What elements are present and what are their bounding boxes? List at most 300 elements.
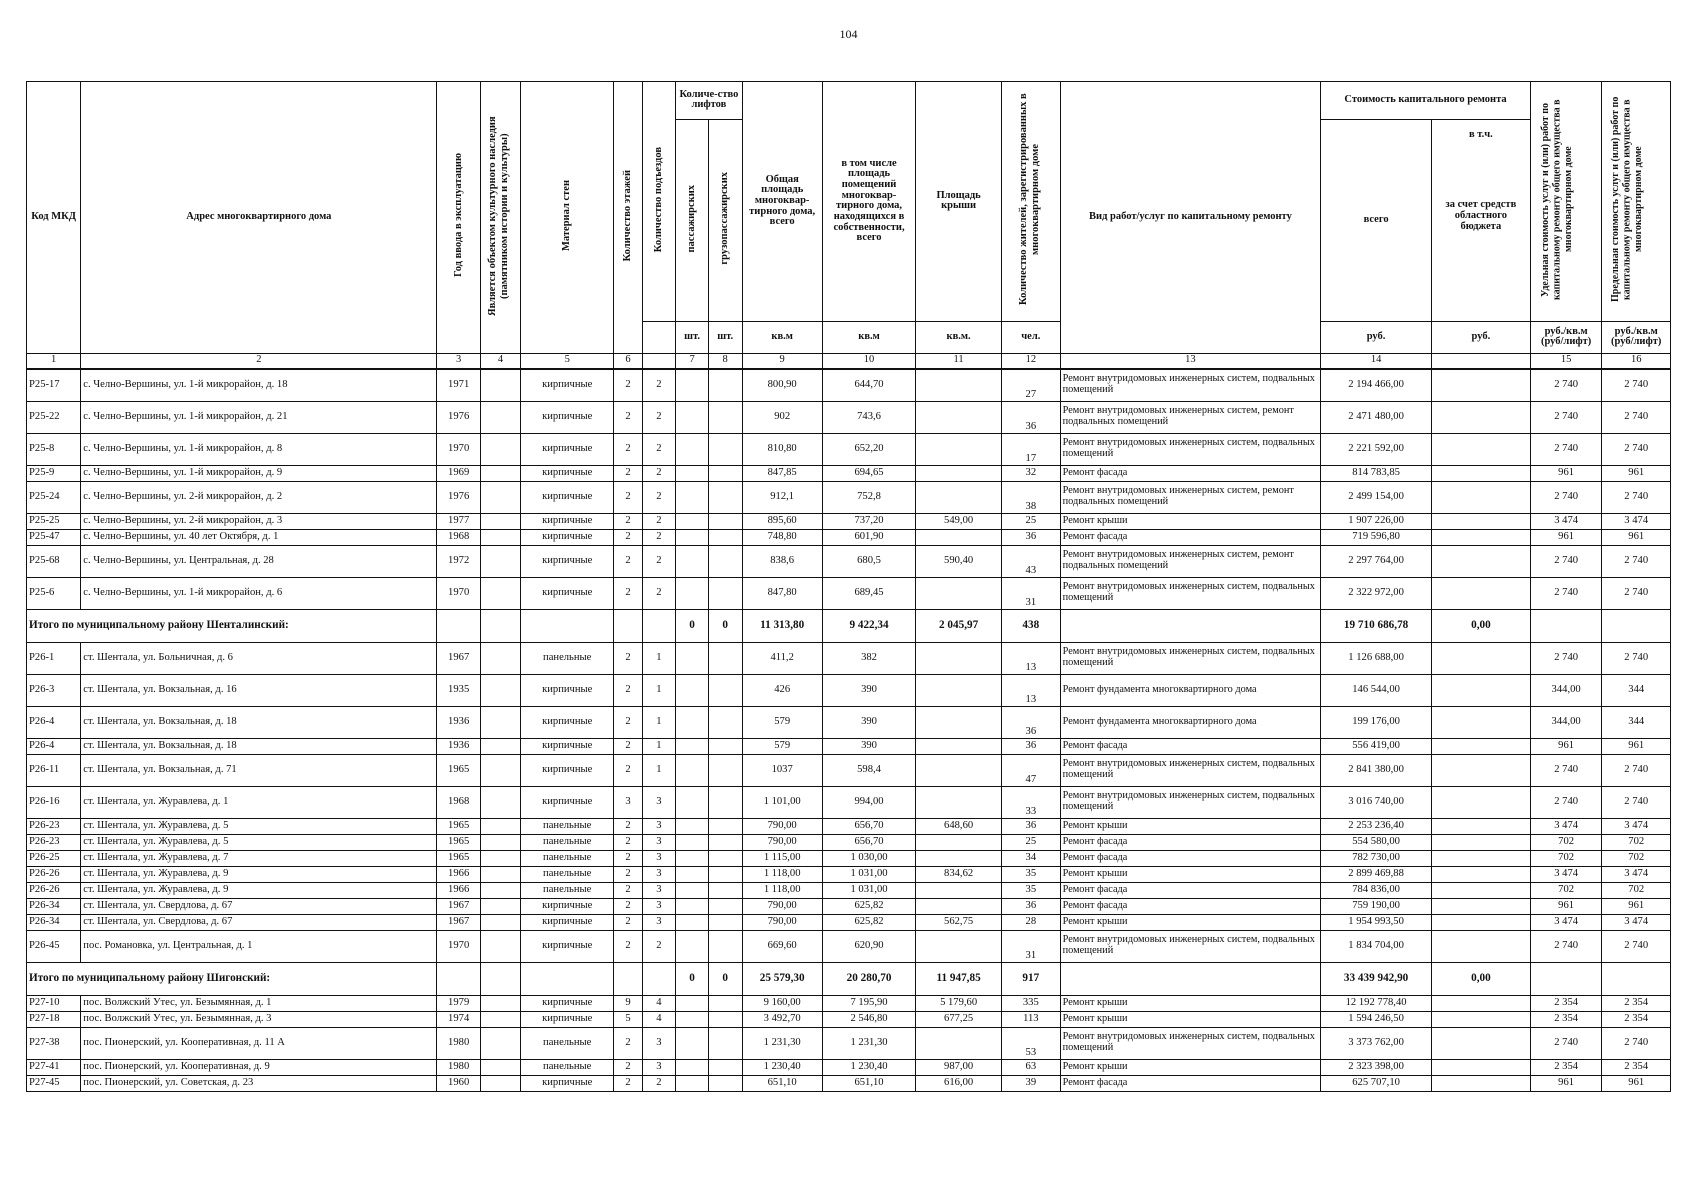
- cell-total-area: 790,00: [742, 834, 822, 850]
- cell-lifts-cargo: [708, 834, 742, 850]
- col-number: 10: [822, 353, 915, 369]
- header-lifts: Количе-ство лифтов: [676, 82, 742, 120]
- cell-total-area: 895,60: [742, 513, 822, 529]
- cell-owned-area: 694,65: [822, 465, 915, 481]
- cell-work-type: Ремонт внутридомовых инженерных систем, подвальных помещений: [1060, 369, 1321, 402]
- cell-address: пос. Пионерский, ул. Кооперативная, д. 11 А: [81, 1027, 437, 1059]
- cell-entrances: 2: [642, 481, 676, 513]
- col-number: 1: [27, 353, 81, 369]
- cell-address: с. Челно-Вершины, ул. 2-й микрорайон, д. 2: [81, 481, 437, 513]
- cell-entrances: 2: [642, 1075, 676, 1091]
- cell-regional: [1431, 1011, 1530, 1027]
- cell-work-type: Ремонт крыши: [1060, 818, 1321, 834]
- cell-floors: 2: [614, 1075, 642, 1091]
- col-number: 2: [81, 353, 437, 369]
- cell-heritage: [480, 738, 520, 754]
- cell-walls: кирпичные: [521, 529, 614, 545]
- cell-entrances: 2: [642, 577, 676, 609]
- cell-entrances: 3: [642, 834, 676, 850]
- cell-entrances: 2: [642, 513, 676, 529]
- cell-lifts-cargo: [708, 738, 742, 754]
- unit-rub: руб.: [1321, 321, 1432, 353]
- cell-year: 1980: [437, 1059, 480, 1075]
- table-row: [27, 834, 1671, 850]
- cell-residents: 35: [1002, 882, 1061, 898]
- cell-work-type: Ремонт фасада: [1060, 882, 1321, 898]
- cell-owned-area: 752,8: [822, 481, 915, 513]
- cell-year: 1971: [437, 369, 480, 402]
- cell-roof-area: [916, 674, 1002, 706]
- subtotal-row: [27, 962, 1671, 995]
- cell-lifts-pass: [676, 433, 709, 465]
- cell-owned-area: 390: [822, 674, 915, 706]
- cell-total-area: 790,00: [742, 898, 822, 914]
- empty-cell: [437, 609, 480, 642]
- cell-unit-cost: 344,00: [1530, 674, 1602, 706]
- empty-cell: [1602, 609, 1671, 642]
- subtotal-row: [27, 609, 1671, 642]
- cell-floors: 2: [614, 465, 642, 481]
- cell-address: с. Челно-Вершины, ул. Центральная, д. 28: [81, 545, 437, 577]
- cell-owned-area: 625,82: [822, 914, 915, 930]
- cell-max-cost: 961: [1602, 465, 1671, 481]
- cell-code: Р25-6: [27, 577, 81, 609]
- cell-entrances: 1: [642, 754, 676, 786]
- cell-regional: [1431, 529, 1530, 545]
- cell-entrances: 1: [642, 706, 676, 738]
- cell-max-cost: 3 474: [1602, 513, 1671, 529]
- cell-heritage: [480, 866, 520, 882]
- cell-max-cost: 2 740: [1602, 401, 1671, 433]
- cell-lifts-pass: [676, 1059, 709, 1075]
- cell-work-type: Ремонт внутридомовых инженерных систем, подвальных помещений: [1060, 433, 1321, 465]
- cell-max-cost: 3 474: [1602, 866, 1671, 882]
- cell-work-type: Ремонт крыши: [1060, 1011, 1321, 1027]
- cell-heritage: [480, 850, 520, 866]
- cell-max-cost: 344: [1602, 706, 1671, 738]
- cell-roof-area: 549,00: [916, 513, 1002, 529]
- cell-max-cost: 2 740: [1602, 481, 1671, 513]
- cell-max-cost: 2 740: [1602, 433, 1671, 465]
- cell-owned-area: 1 230,40: [822, 1059, 915, 1075]
- header-total-area: Общая площадь многоквар-тирного дома, всего: [742, 82, 822, 322]
- cell-owned-area: 2 546,80: [822, 1011, 915, 1027]
- cell-lifts-pass: [676, 914, 709, 930]
- cell-code: Р26-26: [27, 882, 81, 898]
- cell-walls: кирпичные: [521, 401, 614, 433]
- cell-unit-cost: 702: [1530, 882, 1602, 898]
- cell-cost: 3 373 762,00: [1321, 1027, 1432, 1059]
- unit-people: чел.: [1002, 321, 1061, 353]
- cell-floors: 2: [614, 850, 642, 866]
- cell-floors: 2: [614, 706, 642, 738]
- cell-floors: 2: [614, 1027, 642, 1059]
- subtotal-residents: 438: [1002, 609, 1061, 642]
- cell-roof-area: 5 179,60: [916, 995, 1002, 1011]
- cell-lifts-pass: [676, 642, 709, 674]
- cell-year: 1970: [437, 577, 480, 609]
- cell-total-area: 669,60: [742, 930, 822, 962]
- cell-entrances: 2: [642, 369, 676, 402]
- cell-heritage: [480, 898, 520, 914]
- cell-work-type: Ремонт фасада: [1060, 738, 1321, 754]
- cell-address: ст. Шентала, ул. Вокзальная, д. 71: [81, 754, 437, 786]
- cell-roof-area: [916, 465, 1002, 481]
- cell-unit-cost: 2 740: [1530, 1027, 1602, 1059]
- cell-regional: [1431, 995, 1530, 1011]
- cell-walls: панельные: [521, 882, 614, 898]
- cell-roof-area: [916, 433, 1002, 465]
- unit-sqm: кв.м: [742, 321, 822, 353]
- cell-max-cost: 961: [1602, 898, 1671, 914]
- cell-floors: 2: [614, 882, 642, 898]
- col-number: 12: [1002, 353, 1061, 369]
- empty-cell: [1060, 962, 1321, 995]
- cell-max-cost: 2 740: [1602, 642, 1671, 674]
- col-number: 11: [916, 353, 1002, 369]
- cell-owned-area: 7 195,90: [822, 995, 915, 1011]
- cell-work-type: Ремонт крыши: [1060, 866, 1321, 882]
- cell-floors: 2: [614, 433, 642, 465]
- cell-code: Р26-3: [27, 674, 81, 706]
- cell-entrances: 2: [642, 433, 676, 465]
- cell-walls: панельные: [521, 866, 614, 882]
- table-row: [27, 818, 1671, 834]
- cell-walls: кирпичные: [521, 1011, 614, 1027]
- cell-code: Р27-38: [27, 1027, 81, 1059]
- cell-unit-cost: 2 740: [1530, 369, 1602, 402]
- cell-max-cost: 2 740: [1602, 1027, 1671, 1059]
- table-row: [27, 930, 1671, 962]
- cell-owned-area: 656,70: [822, 818, 915, 834]
- cell-residents: 34: [1002, 850, 1061, 866]
- cell-code: Р26-11: [27, 754, 81, 786]
- cell-year: 1965: [437, 754, 480, 786]
- col-number: 7: [676, 353, 709, 369]
- cell-max-cost: 2 740: [1602, 545, 1671, 577]
- cell-address: ст. Шентала, ул. Свердлова, д. 67: [81, 898, 437, 914]
- cell-total-area: 426: [742, 674, 822, 706]
- cell-entrances: 4: [642, 995, 676, 1011]
- cell-lifts-pass: [676, 738, 709, 754]
- cell-address: пос. Волжский Утес, ул. Безымянная, д. 1: [81, 995, 437, 1011]
- cell-owned-area: 994,00: [822, 786, 915, 818]
- cell-heritage: [480, 1059, 520, 1075]
- cell-max-cost: 3 474: [1602, 914, 1671, 930]
- cell-residents: 31: [1002, 577, 1061, 609]
- cell-total-area: 651,10: [742, 1075, 822, 1091]
- cell-lifts-pass: [676, 754, 709, 786]
- subtotal-total-area: 11 313,80: [742, 609, 822, 642]
- cell-unit-cost: 2 740: [1530, 642, 1602, 674]
- cell-total-area: 579: [742, 706, 822, 738]
- cell-regional: [1431, 465, 1530, 481]
- table-row: [27, 369, 1671, 402]
- cell-regional: [1431, 706, 1530, 738]
- cell-lifts-cargo: [708, 930, 742, 962]
- cell-code: Р27-18: [27, 1011, 81, 1027]
- empty-cell: [1602, 962, 1671, 995]
- cell-lifts-cargo: [708, 898, 742, 914]
- cell-work-type: Ремонт крыши: [1060, 995, 1321, 1011]
- header-roof-area: Площадь крыши: [916, 82, 1002, 322]
- table-row: [27, 1059, 1671, 1075]
- cell-entrances: 3: [642, 786, 676, 818]
- cell-address: ст. Шентала, ул. Больничная, д. 6: [81, 642, 437, 674]
- empty-cell: [480, 962, 520, 995]
- col-number: 4: [480, 353, 520, 369]
- cell-heritage: [480, 642, 520, 674]
- cell-walls: кирпичные: [521, 433, 614, 465]
- cell-floors: 3: [614, 786, 642, 818]
- cell-regional: [1431, 513, 1530, 529]
- empty-cell: [614, 962, 642, 995]
- empty-cell: [521, 962, 614, 995]
- cell-heritage: [480, 1075, 520, 1091]
- table-row: [27, 898, 1671, 914]
- cell-owned-area: 390: [822, 738, 915, 754]
- cell-unit-cost: 3 474: [1530, 914, 1602, 930]
- cell-max-cost: 2 740: [1602, 577, 1671, 609]
- table-row: [27, 577, 1671, 609]
- header-address: Адрес многоквартирного дома: [81, 82, 437, 354]
- cell-total-area: 790,00: [742, 818, 822, 834]
- capital-repair-table: [26, 81, 1671, 1092]
- cell-residents: 25: [1002, 513, 1061, 529]
- cell-roof-area: [916, 882, 1002, 898]
- cell-year: 1970: [437, 433, 480, 465]
- cell-walls: кирпичные: [521, 930, 614, 962]
- table-row: [27, 914, 1671, 930]
- subtotal-lifts-pass: 0: [676, 962, 709, 995]
- table-row: [27, 706, 1671, 738]
- cell-owned-area: 601,90: [822, 529, 915, 545]
- cell-lifts-pass: [676, 995, 709, 1011]
- unit-rate: руб./кв.м (руб/лифт): [1530, 321, 1602, 353]
- cell-heritage: [480, 706, 520, 738]
- cell-residents: 38: [1002, 481, 1061, 513]
- cell-lifts-cargo: [708, 786, 742, 818]
- cell-roof-area: 677,25: [916, 1011, 1002, 1027]
- table-row: [27, 481, 1671, 513]
- cell-unit-cost: 2 740: [1530, 930, 1602, 962]
- col-number: 9: [742, 353, 822, 369]
- table-row: [27, 754, 1671, 786]
- cell-address: ст. Шентала, ул. Журавлева, д. 1: [81, 786, 437, 818]
- cell-regional: [1431, 369, 1530, 402]
- table-row: [27, 401, 1671, 433]
- cell-lifts-cargo: [708, 369, 742, 402]
- cell-work-type: Ремонт внутридомовых инженерных систем, подвальных помещений: [1060, 930, 1321, 962]
- cell-floors: 2: [614, 513, 642, 529]
- header-floors: Количество этажей: [621, 169, 633, 262]
- cell-regional: [1431, 1075, 1530, 1091]
- cell-regional: [1431, 577, 1530, 609]
- cell-roof-area: [916, 706, 1002, 738]
- cell-address: ст. Шентала, ул. Журавлева, д. 9: [81, 882, 437, 898]
- cell-year: 1976: [437, 401, 480, 433]
- cell-floors: 9: [614, 995, 642, 1011]
- header-cost-incl: в т.ч.: [1468, 128, 1493, 140]
- cell-roof-area: [916, 754, 1002, 786]
- cell-unit-cost: 2 354: [1530, 1011, 1602, 1027]
- col-number: 5: [521, 353, 614, 369]
- cell-lifts-cargo: [708, 642, 742, 674]
- cell-total-area: 1 101,00: [742, 786, 822, 818]
- empty-cell: [642, 962, 676, 995]
- cell-max-cost: 702: [1602, 834, 1671, 850]
- cell-lifts-pass: [676, 850, 709, 866]
- cell-work-type: Ремонт внутридомовых инженерных систем, ремонт подвальных помещений: [1060, 401, 1321, 433]
- cell-cost: 2 253 236,40: [1321, 818, 1432, 834]
- cell-regional: [1431, 433, 1530, 465]
- cell-code: Р26-23: [27, 834, 81, 850]
- cell-max-cost: 3 474: [1602, 818, 1671, 834]
- cell-walls: кирпичные: [521, 513, 614, 529]
- cell-floors: 5: [614, 1011, 642, 1027]
- cell-roof-area: 834,62: [916, 866, 1002, 882]
- cell-lifts-cargo: [708, 818, 742, 834]
- header-owned-area: в том числе площадь помещений многоквар-тирного дома, находящихся в собственности, всего: [822, 82, 915, 322]
- cell-code: Р26-1: [27, 642, 81, 674]
- cell-lifts-pass: [676, 1075, 709, 1091]
- cell-lifts-cargo: [708, 1059, 742, 1075]
- header-lifts-cargo: грузопассажирских: [719, 172, 731, 265]
- cell-work-type: Ремонт крыши: [1060, 914, 1321, 930]
- cell-roof-area: [916, 738, 1002, 754]
- cell-walls: панельные: [521, 850, 614, 866]
- cell-cost: 12 192 778,40: [1321, 995, 1432, 1011]
- cell-residents: 35: [1002, 866, 1061, 882]
- cell-year: 1966: [437, 866, 480, 882]
- cell-lifts-cargo: [708, 1075, 742, 1091]
- cell-lifts-pass: [676, 513, 709, 529]
- cell-total-area: 800,90: [742, 369, 822, 402]
- empty-cell: [614, 609, 642, 642]
- cell-roof-area: [916, 834, 1002, 850]
- cell-roof-area: [916, 577, 1002, 609]
- cell-max-cost: 2 740: [1602, 930, 1671, 962]
- table-body: [27, 369, 1671, 1092]
- table-row: [27, 995, 1671, 1011]
- cell-total-area: 847,80: [742, 577, 822, 609]
- subtotal-owned-area: 9 422,34: [822, 609, 915, 642]
- cell-address: с. Челно-Вершины, ул. 1-й микрорайон, д. 21: [81, 401, 437, 433]
- cell-address: пос. Пионерский, ул. Кооперативная, д. 9: [81, 1059, 437, 1075]
- cell-roof-area: [916, 481, 1002, 513]
- cell-roof-area: 616,00: [916, 1075, 1002, 1091]
- cell-address: ст. Шентала, ул. Журавлева, д. 7: [81, 850, 437, 866]
- cell-lifts-pass: [676, 481, 709, 513]
- cell-roof-area: 590,40: [916, 545, 1002, 577]
- cell-roof-area: [916, 1027, 1002, 1059]
- cell-total-area: 790,00: [742, 914, 822, 930]
- cell-cost: 554 580,00: [1321, 834, 1432, 850]
- cell-lifts-pass: [676, 786, 709, 818]
- cell-address: ст. Шентала, ул. Журавлева, д. 9: [81, 866, 437, 882]
- cell-address: пос. Романовка, ул. Центральная, д. 1: [81, 930, 437, 962]
- cell-entrances: 1: [642, 674, 676, 706]
- cell-max-cost: 2 740: [1602, 369, 1671, 402]
- cell-cost: 1 126 688,00: [1321, 642, 1432, 674]
- table-row: [27, 674, 1671, 706]
- cell-work-type: Ремонт крыши: [1060, 1059, 1321, 1075]
- cell-owned-area: 656,70: [822, 834, 915, 850]
- cell-code: Р26-23: [27, 818, 81, 834]
- cell-cost: 2 322 972,00: [1321, 577, 1432, 609]
- cell-lifts-cargo: [708, 465, 742, 481]
- cell-cost: 1 834 704,00: [1321, 930, 1432, 962]
- cell-walls: панельные: [521, 818, 614, 834]
- subtotal-lifts-cargo: 0: [708, 962, 742, 995]
- cell-residents: 17: [1002, 433, 1061, 465]
- cell-year: 1974: [437, 1011, 480, 1027]
- cell-year: 1936: [437, 706, 480, 738]
- cell-unit-cost: 961: [1530, 738, 1602, 754]
- cell-cost: 2 899 469,88: [1321, 866, 1432, 882]
- cell-address: ст. Шентала, ул. Вокзальная, д. 18: [81, 738, 437, 754]
- cell-heritage: [480, 401, 520, 433]
- cell-entrances: 3: [642, 1059, 676, 1075]
- cell-residents: 31: [1002, 930, 1061, 962]
- cell-code: Р26-34: [27, 898, 81, 914]
- cell-code: Р26-26: [27, 866, 81, 882]
- cell-residents: 335: [1002, 995, 1061, 1011]
- cell-address: ст. Шентала, ул. Вокзальная, д. 16: [81, 674, 437, 706]
- cell-year: 1977: [437, 513, 480, 529]
- cell-work-type: Ремонт крыши: [1060, 513, 1321, 529]
- cell-unit-cost: 702: [1530, 850, 1602, 866]
- cell-total-area: 1037: [742, 754, 822, 786]
- cell-cost: 1 907 226,00: [1321, 513, 1432, 529]
- cell-lifts-pass: [676, 706, 709, 738]
- cell-walls: кирпичные: [521, 995, 614, 1011]
- cell-heritage: [480, 465, 520, 481]
- subtotal-lifts-pass: 0: [676, 609, 709, 642]
- cell-floors: 2: [614, 369, 642, 402]
- cell-floors: 2: [614, 898, 642, 914]
- cell-max-cost: 2 354: [1602, 1059, 1671, 1075]
- cell-lifts-cargo: [708, 529, 742, 545]
- header-lifts-pass: пассажирских: [686, 184, 698, 253]
- cell-residents: 36: [1002, 898, 1061, 914]
- cell-code: Р26-4: [27, 706, 81, 738]
- cell-walls: кирпичные: [521, 898, 614, 914]
- empty-cell: [480, 609, 520, 642]
- table-row: [27, 545, 1671, 577]
- cell-cost: 2 194 466,00: [1321, 369, 1432, 402]
- cell-owned-area: 1 030,00: [822, 850, 915, 866]
- cell-walls: кирпичные: [521, 465, 614, 481]
- cell-cost: 625 707,10: [1321, 1075, 1432, 1091]
- empty-cell: [521, 609, 614, 642]
- cell-year: 1980: [437, 1027, 480, 1059]
- cell-code: Р25-24: [27, 481, 81, 513]
- cell-year: 1968: [437, 786, 480, 818]
- cell-walls: панельные: [521, 834, 614, 850]
- cell-regional: [1431, 1059, 1530, 1075]
- cell-lifts-cargo: [708, 850, 742, 866]
- cell-max-cost: 2 740: [1602, 754, 1671, 786]
- cell-residents: 39: [1002, 1075, 1061, 1091]
- cell-floors: 2: [614, 529, 642, 545]
- cell-regional: [1431, 401, 1530, 433]
- cell-max-cost: 961: [1602, 1075, 1671, 1091]
- cell-lifts-cargo: [708, 545, 742, 577]
- table-row: [27, 1075, 1671, 1091]
- cell-address: ст. Шентала, ул. Вокзальная, д. 18: [81, 706, 437, 738]
- cell-work-type: Ремонт фасада: [1060, 850, 1321, 866]
